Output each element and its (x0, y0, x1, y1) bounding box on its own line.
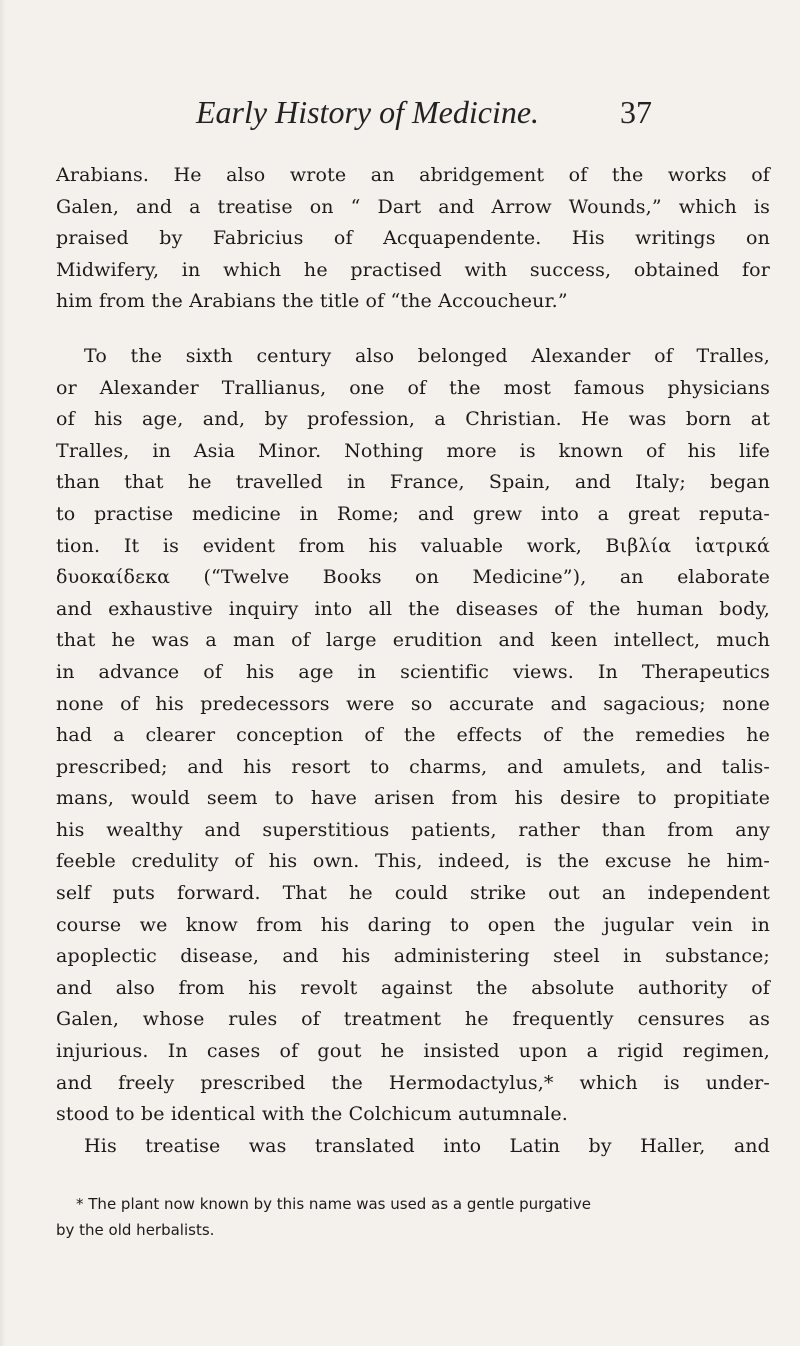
text-line: that he was a man of large erudition and keen intellect, much (56, 629, 770, 652)
body-text (56, 160, 770, 1162)
text-line: stood to be identical with the Colchicum autumnale. (56, 1103, 568, 1126)
running-title: Early History of Medicine. (196, 94, 540, 130)
footnote-line: * The plant now known by this name was used as a gentle purgative (76, 1195, 591, 1213)
text-line: him from the Arabians the title of “the Accoucheur.” (56, 290, 568, 313)
text-line: course we know from his daring to open the jugular vein in (56, 913, 770, 936)
text-line: His treatise was translated into Latin by Haller, and (84, 1134, 770, 1157)
text-line: in advance of his age in scientific views. In Therapeutics (56, 660, 770, 683)
text-line: feeble credulity of his own. This, indeed, is the excuse he him- (56, 850, 770, 873)
text-line: none of his predecessors were so accurate and sagacious; none (56, 692, 770, 715)
text-line: apoplectic disease, and his administering steel in substance; (56, 945, 770, 968)
text-line: Arabians. He also wrote an abridgement of the works of (56, 164, 770, 186)
text-line: δυοκαίδεκα (“Twelve Books on Medicine”), an elaborate (56, 566, 770, 589)
text-line: praised by Fabricius of Acquapendente. His writings on (56, 227, 770, 250)
text-line: To the sixth century also belonged Alexander of Tralles, (84, 344, 770, 367)
text-line: and freely prescribed the Hermodactylus,* which is under- (56, 1071, 770, 1094)
text-line: had a clearer conception of the effects of the remedies he (56, 724, 770, 747)
footnote-line: by the old herbalists. (56, 1221, 215, 1239)
text-line: than that he travelled in France, Spain, and Italy; began (56, 471, 770, 494)
running-head (0, 92, 800, 132)
text-line: his wealthy and superstitious patients, rather than from any (56, 818, 770, 841)
text-line: Midwifery, in which he practised with success, obtained for (56, 258, 770, 281)
paragraph-gap (56, 318, 770, 341)
text-line: prescribed; and his resort to charms, and amulets, and talis- (56, 755, 770, 778)
text-line: and also from his revolt against the absolute authority of (56, 976, 770, 999)
page-edge-shadow (0, 0, 6, 1346)
paragraph-1 (56, 160, 770, 318)
text-line: Galen, and a treatise on “ Dart and Arrow Wounds,” which is (56, 195, 770, 218)
text-line: Galen, whose rules of treatment he frequently censures as (56, 1008, 770, 1031)
text-line: Tralles, in Asia Minor. Nothing more is known of his life (56, 439, 770, 462)
text-line: injurious. In cases of gout he insisted upon a rigid regimen, (56, 1040, 770, 1063)
paragraph-2 (56, 341, 770, 1131)
paragraph-3 (56, 1131, 770, 1163)
page-number: 37 (620, 94, 652, 130)
text-line: or Alexander Trallianus, one of the most famous physicians (56, 376, 770, 399)
text-line: tion. It is evident from his valuable work, Βιβλία ἰατρικά (56, 534, 770, 557)
text-line: and exhaustive inquiry into all the diseases of the human body, (56, 597, 770, 620)
text-line: to practise medicine in Rome; and grew into a great reputa- (56, 502, 770, 525)
text-line: mans, would seem to have arisen from his desire to propitiate (56, 787, 770, 810)
text-line: of his age, and, by profession, a Christian. He was born at (56, 408, 770, 431)
footnote (56, 1191, 770, 1243)
text-line: self puts forward. That he could strike out an independent (56, 882, 770, 905)
